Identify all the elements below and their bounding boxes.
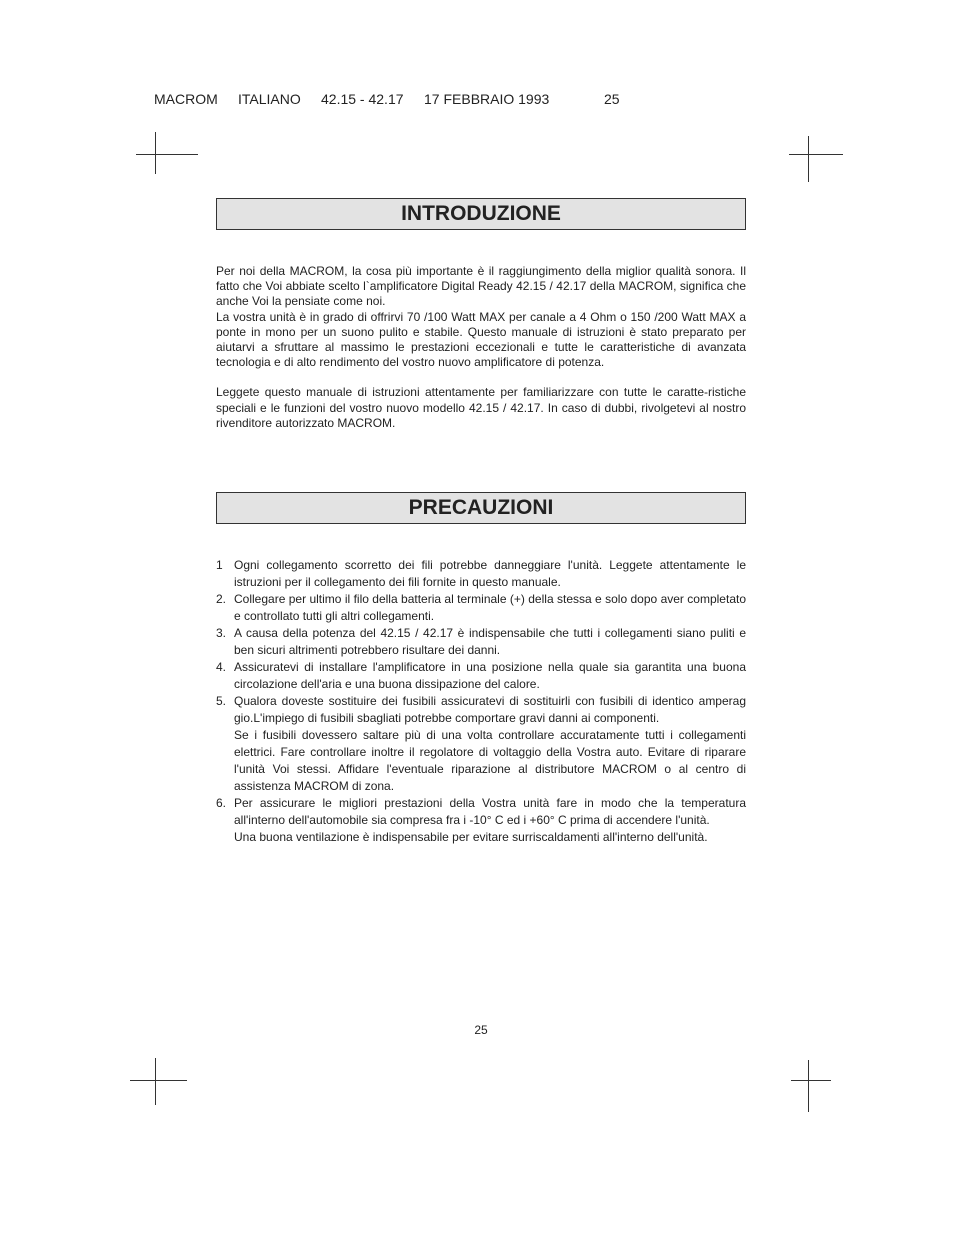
list-item-number: 5.	[216, 694, 227, 708]
crop-mark-bottom-right-h	[791, 1080, 831, 1081]
list-item-number: 6.	[216, 796, 227, 810]
list-item-text: Collegare per ultimo il filo della batteria al terminale (+) della stessa e solo dopo aver completato e controllato tutti gli altri collegamenti.	[234, 592, 746, 623]
list-item	[216, 829, 746, 846]
precautions-list	[216, 557, 746, 846]
intro-paragraph-3: Leggete questo manuale di istruzioni attentamente per familiarizzare con tutte le caratte-ristiche speciali e le funzioni del vostro nuovo modello 42.15 / 42.17. In caso di dubbi, rivolgetevi al nostro rivenditore autorizzato MACROM.	[216, 385, 746, 430]
list-item-text: Qualora doveste sostituire dei fusibili assicuratevi di sostituirli con fusibili di identico amperag gio.L'impiego di fusibili sbagliati potrebbe comportare gravi danni ai componenti.	[234, 694, 746, 725]
list-item	[216, 659, 746, 693]
list-item	[216, 727, 746, 795]
intro-text	[216, 264, 746, 431]
list-item-text: Se i fusibili dovessero saltare più di una volta controllare accuratamente tutti i collegamenti elettrici. Fare controllare inoltre il regolatore di voltaggio della Vostra auto. Evitare di riparare l'unità Voi stessi. Affidare l'eventuale riparazione al distributore MACROM o al centro di assistenza MACROM di zona.	[234, 728, 746, 793]
header-page: 25	[604, 91, 620, 107]
crop-mark-bottom-left-h	[130, 1080, 187, 1081]
list-item-number: 4.	[216, 660, 227, 674]
list-item	[216, 625, 746, 659]
intro-title: INTRODUZIONE	[216, 198, 746, 230]
list-item	[216, 795, 746, 829]
list-item-number: 2.	[216, 592, 227, 606]
list-item	[216, 591, 746, 625]
list-item-text: A causa della potenza del 42.15 / 42.17 è indispensabile che tutti i collegamenti siano puliti e ben sicuri altrimenti potrebbero risultare dei danni.	[234, 626, 746, 657]
list-item	[216, 557, 746, 591]
header-language: ITALIANO	[238, 91, 301, 107]
crop-mark-top-left-v	[155, 132, 156, 174]
list-item	[216, 693, 746, 727]
crop-mark-bottom-left-v	[155, 1058, 156, 1105]
crop-mark-top-right-h	[789, 154, 843, 155]
precautions-title: PRECAUZIONI	[216, 492, 746, 524]
intro-paragraph-1: Per noi della MACROM, la cosa più importante è il raggiungimento della miglior qualità sonora. Il fatto che Voi abbiate scelto l`amplificatore Digital Ready 42.15 / 42.17 della MACROM, significa che anche Voi la pensiate come noi.	[216, 264, 746, 309]
crop-mark-top-right-v	[808, 136, 809, 182]
header-models: 42.15 - 42.17	[321, 91, 404, 107]
list-item-number: 3.	[216, 626, 227, 640]
list-item-text: Assicuratevi di installare l'amplificatore in una posizione nella quale sia garantita una buona circolazione dell'aria e una buona dissipazione del calore.	[234, 660, 746, 691]
list-item-text: Per assicurare le migliori prestazioni della Vostra unità fare in modo che la temperatura all'interno dell'automobile sia compresa fra i -10° C ed i +60° C prima di accendere l'unità.	[234, 796, 746, 827]
intro-paragraph-2: La vostra unità è in grado di offrirvi 70 /100 Watt MAX per canale a 4 Ohm o 150 /200 Watt MAX a ponte in mono per un suono pulito e stabile. Questo manuale di istruzioni è stato preparato per aiutarvi a sfruttare al massimo le prestazioni eccezionali e tutte le caratteristiche di avanzata tecnologia e di alto rendimento del vostro nuovo amplificatore di potenza.	[216, 309, 746, 370]
header-date: 17 FEBBRAIO 1993	[424, 91, 550, 107]
list-item-text: Una buona ventilazione è indispensabile per evitare surriscaldamenti all'interno dell'unità.	[234, 830, 708, 844]
crop-mark-top-left-h	[136, 154, 198, 155]
header-brand: MACROM	[154, 91, 218, 107]
page-number: 25	[474, 1023, 488, 1037]
crop-mark-bottom-right-v	[808, 1060, 809, 1112]
list-item-number: 1	[216, 558, 223, 572]
list-item-text: Ogni collegamento scorretto dei fili potrebbe danneggiare l'unità. Leggete attentamente le istruzioni per il collegamento dei fili fornite in questo manuale.	[234, 558, 746, 589]
